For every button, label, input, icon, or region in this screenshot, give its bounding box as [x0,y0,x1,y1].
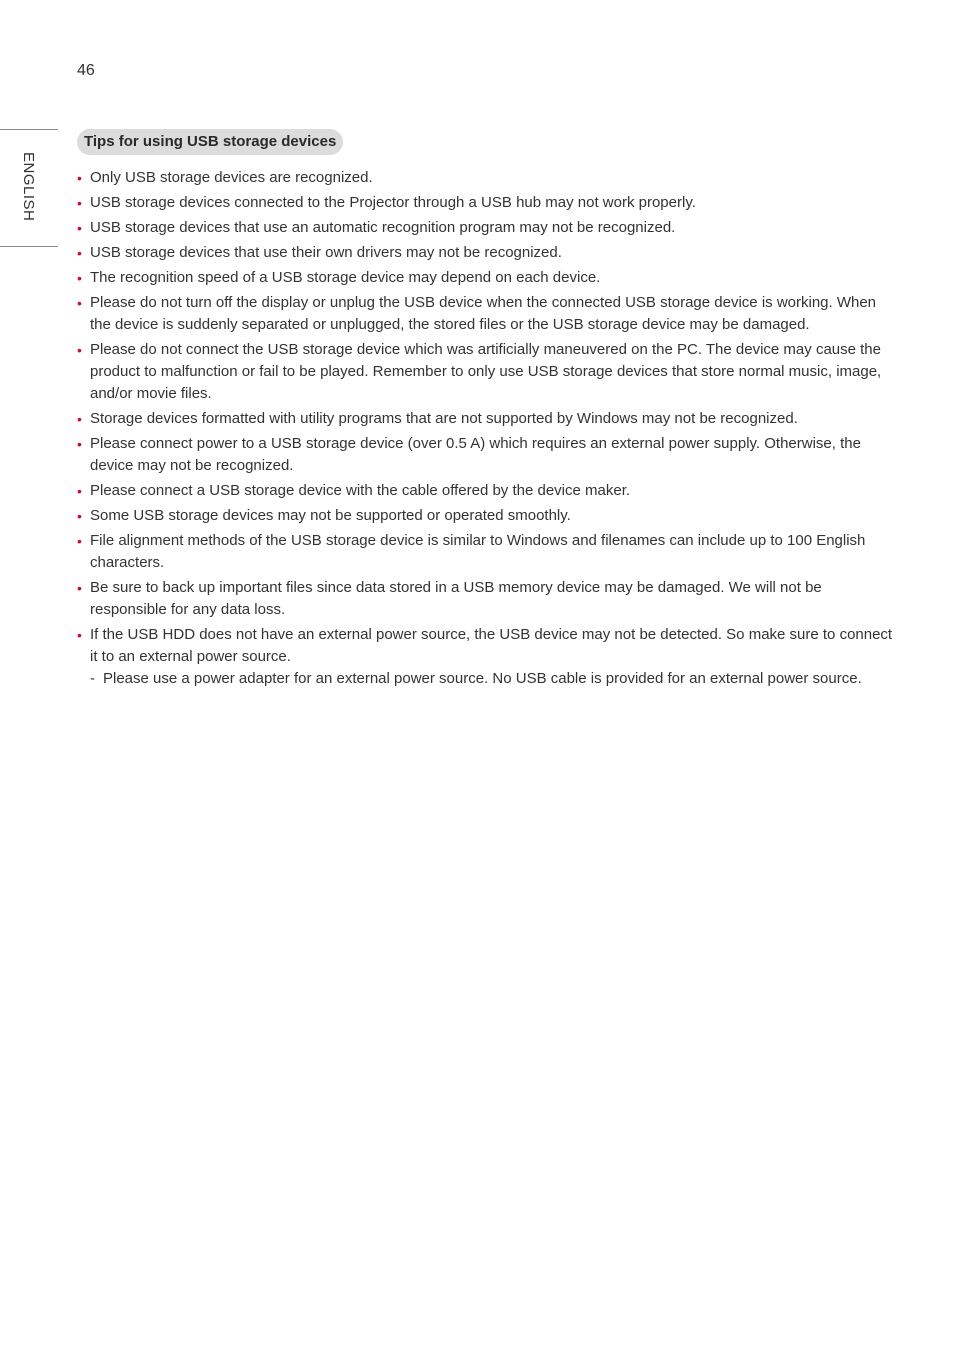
sub-tip-text: Please use a power adapter for an external power source. No USB cable is provided for an external power source. [103,670,862,687]
list-item [77,267,899,289]
sub-list-item [90,668,899,690]
tip-text: Some USB storage devices may not be supported or operated smoothly. [90,507,571,524]
bullet-icon: • [77,533,82,549]
tip-text: Be sure to back up important files since data stored in a USB memory device may be damaged. We will not be responsible for any data loss. [90,579,822,618]
bullet-icon: • [77,270,82,286]
bullet-icon: • [77,580,82,596]
tip-text: USB storage devices that use an automatic recognition program may not be recognized. [90,219,676,236]
tip-text: Please do not turn off the display or unplug the USB device when the connected USB storage device is working. When the device is suddenly separated or unplugged, the stored files or the USB storage device may be damaged. [90,294,877,333]
bullet-icon: • [77,342,82,358]
list-item [77,505,899,527]
tip-text: USB storage devices that use their own drivers may not be recognized. [90,244,562,261]
bullet-icon: • [77,411,82,427]
section-heading: Tips for using USB storage devices [77,129,343,155]
bullet-icon: • [77,483,82,499]
tip-text: USB storage devices connected to the Projector through a USB hub may not work properly. [90,194,696,211]
list-item [77,577,899,621]
list-item [77,292,899,336]
tip-text: The recognition speed of a USB storage device may depend on each device. [90,269,601,286]
dash-icon: - [90,670,95,687]
bullet-icon: • [77,245,82,261]
list-item [77,408,899,430]
bullet-icon: • [77,220,82,236]
tip-text: Please do not connect the USB storage device which was artificially maneuvered on the PC. The device may cause the product to malfunction or fail to be played. Remember to only use USB storage devices that store normal music, image, and/or movie files. [90,341,882,402]
bullet-icon: • [77,627,82,643]
bullet-icon: • [77,436,82,452]
tips-list [77,167,899,693]
list-item [77,624,899,690]
list-item [77,530,899,574]
list-item [77,339,899,405]
language-side-label: ENGLISH [20,152,37,222]
side-tab-bottom-rule [0,246,58,247]
bullet-icon: • [77,195,82,211]
list-item [77,480,899,502]
tip-text: If the USB HDD does not have an external power source, the USB device may not be detected. So make sure to connect it to an external power source. [90,626,893,665]
tip-text: Only USB storage devices are recognized. [90,169,373,186]
bullet-icon: • [77,508,82,524]
bullet-icon: • [77,170,82,186]
tip-text: Please connect a USB storage device with the cable offered by the device maker. [90,482,631,499]
page-number: 46 [77,62,95,79]
list-item [77,217,899,239]
tip-text: File alignment methods of the USB storage device is similar to Windows and filenames can include up to 100 English characters. [90,532,866,571]
tip-text: Storage devices formatted with utility programs that are not supported by Windows may not be recognized. [90,410,798,427]
side-tab-top-rule [0,129,58,130]
tip-text: Please connect power to a USB storage device (over 0.5 A) which requires an external power supply. Otherwise, the device may not be recognized. [90,435,861,474]
bullet-icon: • [77,295,82,311]
list-item [77,242,899,264]
list-item [77,167,899,189]
list-item [77,192,899,214]
list-item [77,433,899,477]
